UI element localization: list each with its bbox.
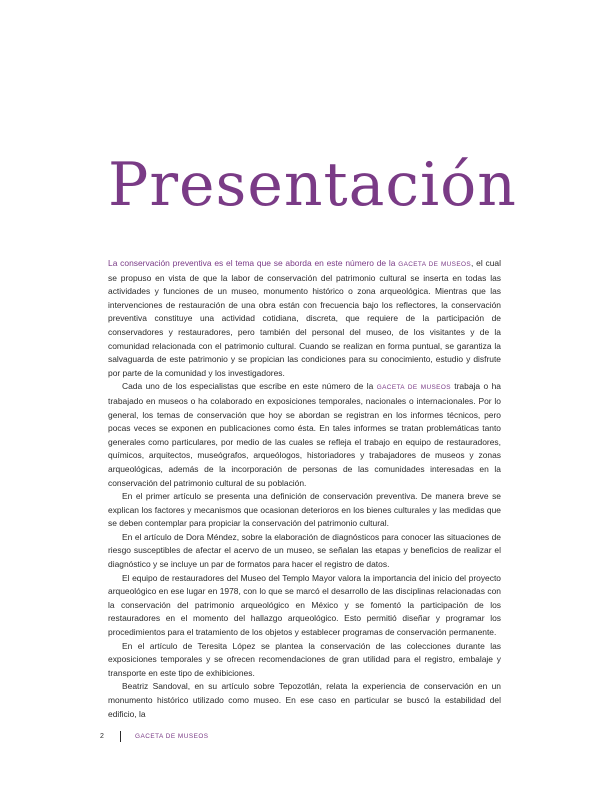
publication-name: GACETA DE MUSEOS	[376, 384, 451, 392]
page-footer	[100, 731, 209, 742]
page-title: Presentación	[108, 150, 517, 220]
paragraph: El equipo de restauradores del Museo del Templo Mayor valora la importancia del inicio del proyecto arqueológico en ese lugar en 1978, con lo que se marcó el desarrollo de las disciplinas relacionadas con la conservación del patrimonio arqueológico en México y se fomentó la participación de los restauradores en el momento del hallazgo arqueológico. Esto permitió diseñar y programar los procedimientos para el tratamiento de los objetos y establecer programas de conservación permanente.	[108, 572, 501, 638]
article-body	[108, 257, 501, 721]
intro-lead: La conservación preventiva es el tema que se aborda en este número de la	[108, 258, 396, 268]
paragraph: Beatriz Sandoval, en su artículo sobre Tepozotlán, relata la experiencia de conservación en un monumento histórico utilizado como museo. En ese caso en particular se buscó la estabilidad del edificio, la	[108, 681, 501, 719]
paragraph: En el artículo de Teresita López se plantea la conservación de las colecciones durante las exposiciones temporales y se ofrecen recomendaciones de gran utilidad para el registro, embalaje y transporte en este tipo de exhibiciones.	[108, 640, 501, 678]
paragraph	[108, 380, 501, 490]
paragraph: En el primer artículo se presenta una definición de conservación preventiva. De manera breve se explican los factores y mecanismos que ocasionan deterioros en los bienes culturales y las medidas que se deben contemplar para propiciar la conservación del patrimonio cultural.	[108, 491, 501, 529]
intro-rest: , el cual se propuso en vista de que la labor de conservación del patrimonio cultural se inserta en todas las actividades y funciones de un museo, monumento histórico o zona arqueológica. Mientras que las intervenciones de restauración de una obra están con frecuencia bajo los reflectores, la conservación preventiva constituye una actividad cotidiana, discreta, que requiere de la participación de conservadores y restauradores, pero también del personal del museo, de los visitantes y de la comunidad relacionada con el patrimonio cultural. Cuando se realizan en forma puntual, se garantiza la salvaguarda de este patrimonio y se propician las condiciones para su conocimiento, estudio y disfrute por parte de la comunidad y los investigadores.	[108, 258, 501, 378]
paragraph-text: Cada uno de los especialistas que escribe en este número de la	[122, 381, 374, 392]
publication-name: GACETA DE MUSEOS	[398, 261, 472, 268]
footer-publication: GACETA DE MUSEOS	[135, 733, 209, 740]
paragraph-intro	[108, 257, 501, 380]
paragraph-text: trabaja o ha trabajado en museos o ha colaborado en exposiciones temporales, nacionales o internacionales. Por lo general, los temas de conservación que hoy se abordan se registran en los informes técnicos, pero pocas veces se exponen en publicaciones como ésta. En tales informes se tratan problemáticas tanto generales como particulares, por medio de las cuales se refleja el trabajo en equipo de restauradores, químicos, arquitectos, museógrafos, arqueólogos, historiadores y trabajadores de museos y zonas arqueológicas, además de la incorporación de personas de las comunidades interesadas en la conservación del patrimonio cultural de su población.	[108, 381, 501, 488]
footer-divider	[120, 731, 121, 742]
page-number: 2	[100, 733, 104, 740]
paragraph: En el artículo de Dora Méndez, sobre la elaboración de diagnósticos para conocer las situaciones de riesgo susceptibles de afectar el acervo de un museo, se señalan las etapas y beneficios de realizar el diagnóstico y se incluye un par de formatos para hacer el registro de datos.	[108, 531, 501, 570]
